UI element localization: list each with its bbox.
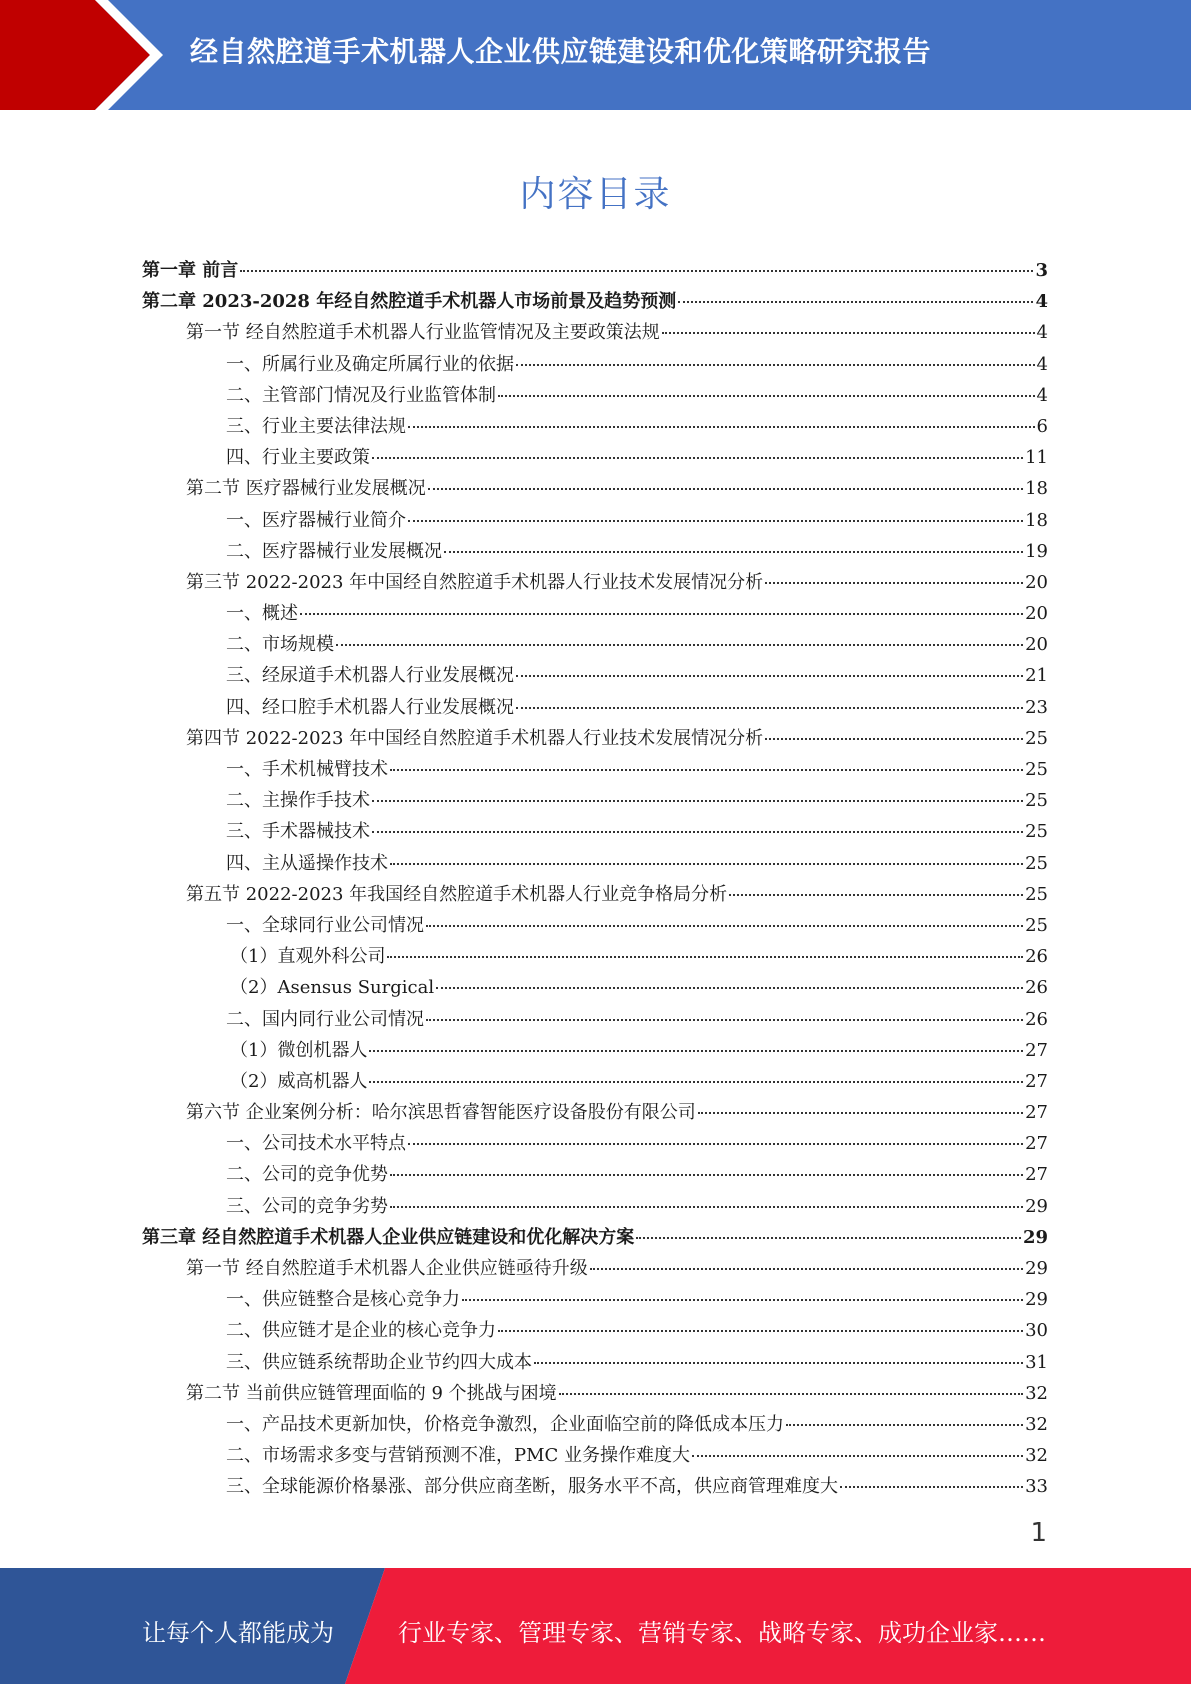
toc-entry-page: 20 — [1025, 603, 1048, 625]
toc-entry[interactable] — [142, 1191, 1048, 1222]
page-number: 1 — [1030, 1518, 1047, 1548]
toc-entry-title: 一、公司技术水平特点 — [226, 1133, 406, 1155]
footer-banner — [0, 1568, 1191, 1684]
toc-entry-title: 第三节 2022-2023 年中国经自然腔道手术机器人行业技术发展情况分析 — [186, 571, 764, 593]
toc-entry-page: 3 — [1035, 260, 1048, 281]
toc-entry-title: 一、手术机械臂技术 — [226, 759, 388, 780]
toc-dot-leader — [426, 925, 1023, 927]
toc-entry[interactable] — [142, 1315, 1048, 1346]
toc-entry-page: 25 — [1025, 759, 1048, 780]
toc-entry-page: 26 — [1025, 946, 1048, 968]
toc-entry-title: （1）直观外科公司 — [230, 946, 386, 968]
toc-entry-page: 18 — [1025, 478, 1048, 500]
footer-slogan-right: 行业专家、管理专家、营销专家、战略专家、成功企业家…… — [398, 1619, 1046, 1647]
toc-dot-leader — [692, 1455, 1023, 1457]
toc-entry-title: 第二章 2023-2028 年经自然腔道手术机器人市场前景及趋势预测 — [142, 291, 677, 313]
toc-entry-page: 25 — [1025, 852, 1048, 874]
toc-entry-title: 一、医疗器械行业简介 — [226, 509, 406, 531]
toc-entry-title: 三、供应链系统帮助企业节约四大成本 — [226, 1351, 532, 1373]
toc-entry-page: 4 — [1035, 291, 1048, 313]
toc-entry[interactable] — [142, 1035, 1048, 1066]
toc-entry[interactable] — [142, 879, 1048, 910]
toc-dot-leader — [516, 707, 1023, 709]
toc-entry[interactable] — [142, 1440, 1048, 1471]
toc-entry-title: 一、全球同行业公司情况 — [226, 914, 424, 936]
toc-dot-leader — [765, 582, 1023, 584]
toc-entry-title: 第二节 当前供应链管理面临的 9 个挑战与困境 — [186, 1382, 557, 1404]
toc-entry-title: 第五节 2022-2023 年我国经自然腔道手术机器人行业竞争格局分析 — [186, 883, 728, 905]
toc-entry-page: 4 — [1036, 322, 1048, 344]
toc-entry-title: 三、全球能源价格暴涨、部分供应商垄断，服务水平不高，供应商管理难度大 — [226, 1476, 838, 1498]
toc-entry-page: 32 — [1025, 1382, 1048, 1404]
toc-dot-leader — [765, 738, 1023, 740]
toc-dot-leader — [534, 1362, 1023, 1364]
toc-entry-page: 29 — [1022, 1226, 1048, 1248]
toc-entry-title: （2）威高机器人 — [230, 1070, 368, 1092]
header-banner — [0, 0, 1191, 110]
toc-entry-page: 26 — [1025, 977, 1048, 999]
toc-dot-leader — [369, 1081, 1023, 1083]
toc-entry-page: 25 — [1025, 727, 1048, 749]
toc-entry[interactable] — [142, 286, 1048, 317]
toc-entry-page: 31 — [1025, 1351, 1048, 1373]
toc-entry-page: 25 — [1025, 914, 1048, 936]
header-title: 经自然腔道手术机器人企业供应链建设和优化策略研究报告 — [190, 35, 932, 68]
toc-entry[interactable] — [142, 1409, 1048, 1440]
toc-dot-leader — [678, 301, 1033, 303]
toc-entry[interactable] — [142, 848, 1048, 879]
toc-entry-page: 19 — [1025, 540, 1048, 562]
toc-entry-page: 27 — [1025, 1070, 1048, 1092]
toc-dot-leader — [426, 1019, 1023, 1021]
toc-entry-title: （2）Asensus Surgical — [230, 977, 435, 999]
toc-dot-leader — [408, 1143, 1023, 1145]
toc-entry[interactable] — [142, 785, 1048, 816]
toc-entry-title: 二、主管部门情况及行业监管体制 — [226, 384, 496, 406]
toc-entry-page: 6 — [1036, 415, 1048, 437]
toc-dot-leader — [387, 956, 1023, 958]
toc-dot-leader — [636, 1237, 1021, 1239]
toc-entry[interactable] — [142, 567, 1048, 598]
toc-dot-leader — [498, 395, 1035, 397]
toc-entry-page: 26 — [1025, 1008, 1048, 1030]
toc-entry-title: 第六节 企业案例分析：哈尔滨思哲睿智能医疗设备股份有限公司 — [186, 1102, 696, 1124]
toc-dot-leader — [369, 1050, 1023, 1052]
toc-dot-leader — [662, 332, 1035, 334]
toc-entry[interactable] — [142, 1253, 1048, 1284]
toc-entry[interactable] — [142, 473, 1048, 504]
toc-entry-page: 25 — [1025, 790, 1048, 812]
toc-dot-leader — [498, 1330, 1023, 1332]
toc-entry-title: 第一章 前言 — [142, 260, 239, 281]
toc-entry-page: 25 — [1025, 821, 1048, 843]
toc-entry-page: 29 — [1025, 1289, 1048, 1311]
toc-entry-title: 第三章 经自然腔道手术机器人企业供应链建设和优化解决方案 — [142, 1226, 635, 1248]
toc-entry[interactable] — [142, 317, 1048, 348]
toc-dot-leader — [390, 1206, 1023, 1208]
toc-entry[interactable] — [142, 1347, 1048, 1378]
toc-entry-page: 29 — [1025, 1195, 1048, 1217]
toc-dot-leader — [698, 1112, 1023, 1114]
footer-slogan-left: 让每个人都能成为 — [142, 1619, 334, 1647]
toc-dot-leader — [390, 769, 1023, 771]
toc-dot-leader — [300, 613, 1023, 615]
toc-dot-leader — [408, 426, 1035, 428]
toc-entry-title: 二、市场规模 — [226, 634, 334, 656]
toc-dot-leader — [336, 644, 1023, 646]
table-of-contents — [142, 255, 1048, 1503]
toc-entry-title: 二、公司的竞争优势 — [226, 1164, 388, 1186]
toc-entry-page: 27 — [1025, 1164, 1048, 1186]
toc-dot-leader — [428, 488, 1023, 490]
toc-entry-page: 27 — [1025, 1102, 1048, 1124]
toc-dot-leader — [436, 987, 1023, 989]
toc-dot-leader — [786, 1424, 1023, 1426]
toc-dot-leader — [462, 1299, 1023, 1301]
toc-entry[interactable] — [142, 1159, 1048, 1190]
toc-dot-leader — [590, 1268, 1023, 1270]
toc-entry-page: 20 — [1025, 571, 1048, 593]
toc-dot-leader — [372, 831, 1023, 833]
toc-entry-title: 一、所属行业及确定所属行业的依据 — [226, 353, 514, 375]
toc-entry-title: 第一节 经自然腔道手术机器人企业供应链亟待升级 — [186, 1258, 588, 1279]
toc-entry-page: 20 — [1025, 634, 1048, 656]
toc-dot-leader — [516, 364, 1035, 366]
toc-entry-page: 11 — [1025, 447, 1048, 469]
toc-entry[interactable] — [142, 1097, 1048, 1128]
toc-entry-page: 32 — [1025, 1445, 1048, 1467]
toc-entry-title: 四、经口腔手术机器人行业发展概况 — [226, 696, 514, 718]
toc-entry[interactable] — [142, 411, 1048, 442]
toc-dot-leader — [372, 800, 1023, 802]
toc-dot-leader — [729, 894, 1023, 896]
toc-entry-page: 30 — [1025, 1320, 1048, 1342]
toc-entry[interactable] — [142, 255, 1048, 286]
toc-dot-leader — [390, 863, 1023, 865]
toc-entry-title: 第四节 2022-2023 年中国经自然腔道手术机器人行业技术发展情况分析 — [186, 727, 764, 749]
toc-entry[interactable] — [142, 349, 1048, 380]
toc-entry[interactable] — [142, 910, 1048, 941]
toc-entry-title: 三、行业主要法律法规 — [226, 415, 406, 437]
toc-entry-title: （1）微创机器人 — [230, 1039, 368, 1061]
toc-entry-title: 二、医疗器械行业发展概况 — [226, 540, 442, 562]
toc-entry-page: 32 — [1025, 1413, 1048, 1435]
toc-entry-page: 23 — [1025, 696, 1048, 718]
toc-entry-title: 二、主操作手技术 — [226, 790, 370, 812]
toc-entry-title: 四、行业主要政策 — [226, 447, 370, 469]
toc-entry[interactable] — [142, 692, 1048, 723]
toc-entry[interactable] — [142, 816, 1048, 847]
toc-entry-title: 一、产品技术更新加快，价格竞争激烈，企业面临空前的降低成本压力 — [226, 1413, 784, 1435]
toc-entry-title: 三、经尿道手术机器人行业发展概况 — [226, 665, 514, 687]
toc-dot-leader — [559, 1393, 1023, 1395]
toc-entry[interactable] — [142, 1004, 1048, 1035]
toc-entry-title: 二、供应链才是企业的核心竞争力 — [226, 1320, 496, 1342]
toc-entry[interactable] — [142, 1284, 1048, 1315]
toc-entry[interactable] — [142, 660, 1048, 691]
toc-dot-leader — [408, 520, 1023, 522]
toc-entry-title: 第二节 医疗器械行业发展概况 — [186, 478, 426, 500]
toc-dot-leader — [840, 1486, 1023, 1488]
toc-entry-page: 21 — [1025, 665, 1048, 687]
toc-entry[interactable] — [142, 941, 1048, 972]
toc-entry-title: 一、概述 — [226, 603, 298, 625]
toc-title: 内容目录 — [519, 174, 672, 215]
toc-entry[interactable] — [142, 972, 1048, 1003]
toc-entry[interactable] — [142, 629, 1048, 660]
toc-entry-title: 二、国内同行业公司情况 — [226, 1008, 424, 1030]
toc-entry[interactable] — [142, 1066, 1048, 1097]
toc-entry-title: 第一节 经自然腔道手术机器人行业监管情况及主要政策法规 — [186, 322, 660, 344]
toc-entry[interactable] — [142, 380, 1048, 411]
toc-entry[interactable] — [142, 723, 1048, 754]
toc-entry[interactable] — [142, 598, 1048, 629]
toc-entry-page: 33 — [1025, 1476, 1048, 1498]
toc-entry[interactable] — [142, 505, 1048, 536]
toc-dot-leader — [240, 270, 1033, 272]
toc-dot-leader — [516, 675, 1023, 677]
toc-entry-title: 三、公司的竞争劣势 — [226, 1195, 388, 1217]
toc-entry-title: 一、供应链整合是核心竞争力 — [226, 1289, 460, 1311]
toc-entry-page: 18 — [1025, 509, 1048, 531]
toc-entry-page: 27 — [1025, 1133, 1048, 1155]
toc-entry-title: 四、主从遥操作技术 — [226, 852, 388, 874]
toc-dot-leader — [390, 1174, 1023, 1176]
toc-entry-page: 27 — [1025, 1039, 1048, 1061]
toc-entry[interactable] — [142, 442, 1048, 473]
toc-entry[interactable] — [142, 1471, 1048, 1502]
toc-entry-page: 4 — [1036, 384, 1048, 406]
toc-entry[interactable] — [142, 1128, 1048, 1159]
toc-entry-page: 29 — [1025, 1258, 1048, 1279]
toc-entry-title: 三、手术器械技术 — [226, 821, 370, 843]
toc-entry[interactable] — [142, 754, 1048, 785]
toc-entry[interactable] — [142, 1378, 1048, 1409]
toc-dot-leader — [444, 551, 1023, 553]
toc-entry[interactable] — [142, 536, 1048, 567]
toc-entry[interactable] — [142, 1222, 1048, 1253]
toc-entry-title: 二、市场需求多变与营销预测不准，PMC 业务操作难度大 — [226, 1445, 691, 1467]
toc-entry-page: 4 — [1036, 353, 1048, 375]
toc-entry-page: 25 — [1025, 883, 1048, 905]
toc-dot-leader — [372, 457, 1023, 459]
